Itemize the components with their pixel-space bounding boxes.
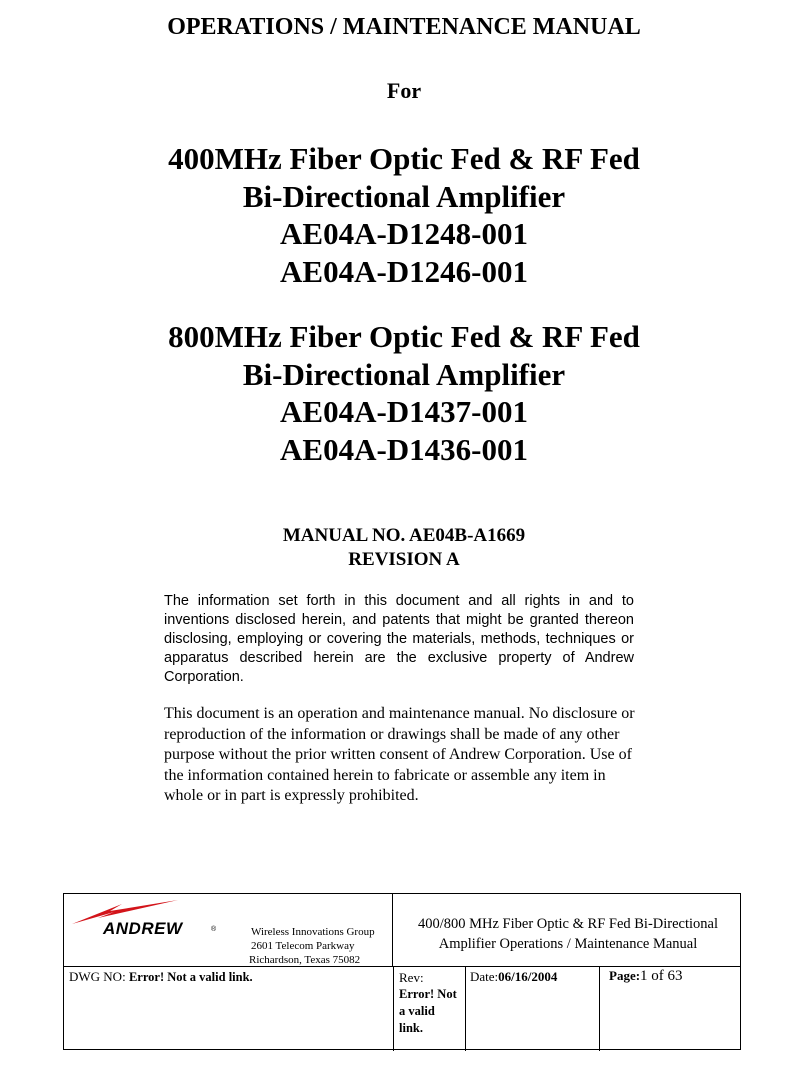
page-value: 1 of 63 [640, 968, 683, 984]
date-label: Date: [470, 969, 499, 984]
model-number: AE04A-D1246-001 [280, 253, 528, 289]
company-address-line: 2601 Telecom Parkway [251, 940, 355, 952]
document-title: OPERATIONS / MAINTENANCE MANUAL [167, 14, 641, 40]
usage-notice: This document is an operation and maintenance manual. No disclosure or reproduction of the information or drawings shall be made of any other purpose without the prior written consent of Andrew Corporation. Use of the information contained herein to fabricate or assemble any item in whole or in part is expressly prohibited. [164, 705, 635, 804]
footer-doc-title [394, 914, 742, 954]
registered-mark: ® [211, 926, 217, 933]
title-block-table [63, 893, 741, 1050]
model-number: AE04A-D1437-001 [280, 394, 528, 429]
rev-value: Error! Not a valid link. [399, 987, 457, 1035]
divider [393, 966, 394, 1051]
dwg-value: Error! Not a valid link. [128, 970, 253, 984]
product-subtitle: Bi-Directional Amplifier [242, 356, 566, 392]
company-address-line: Richardson, Texas 75082 [249, 954, 361, 966]
date-value: 06/16/2004 [498, 969, 558, 984]
footer-doc-title-line: 400/800 MHz Fiber Optic & RF Fed Bi-Directional [417, 916, 719, 932]
logo-wordmark: ANDREW [103, 919, 183, 938]
divider [64, 966, 740, 967]
dwg-number [69, 969, 253, 985]
product-block-400 [0, 140, 808, 290]
divider [465, 966, 466, 1051]
rev-label: Rev: [399, 970, 424, 985]
for-label: For [386, 78, 422, 103]
manual-revision: REVISION A [348, 549, 460, 570]
company-address-line: Wireless Innovations Group [251, 926, 375, 938]
divider [392, 894, 393, 966]
manual-number: MANUAL NO. AE04B-A1669 [282, 525, 526, 546]
andrew-logo [70, 898, 250, 948]
page-label: Page: [609, 968, 641, 983]
product-block-800 [0, 318, 808, 468]
date-cell [470, 969, 557, 985]
product-title: 800MHz Fiber Optic Fed & RF Fed [168, 319, 640, 354]
divider [599, 966, 600, 1051]
revision-cell [399, 969, 461, 1037]
model-number: AE04A-D1248-001 [280, 216, 528, 251]
page-cell [609, 968, 683, 985]
product-title: 400MHz Fiber Optic Fed & RF Fed [168, 141, 640, 176]
rights-notice: The information set forth in this document and all rights in and to inventions disclosed herein, and patents that might be granted thereon disclosing, employing or covering the materials, methods, techniques or apparatus described herein are the exclusive property of Andrew Corporation. [164, 593, 634, 685]
model-number: AE04A-D1436-001 [280, 431, 528, 467]
product-subtitle: Bi-Directional Amplifier [242, 178, 566, 214]
footer-doc-title-line: Amplifier Operations / Maintenance Manual [438, 936, 698, 952]
dwg-label: DWG NO: [69, 969, 129, 984]
